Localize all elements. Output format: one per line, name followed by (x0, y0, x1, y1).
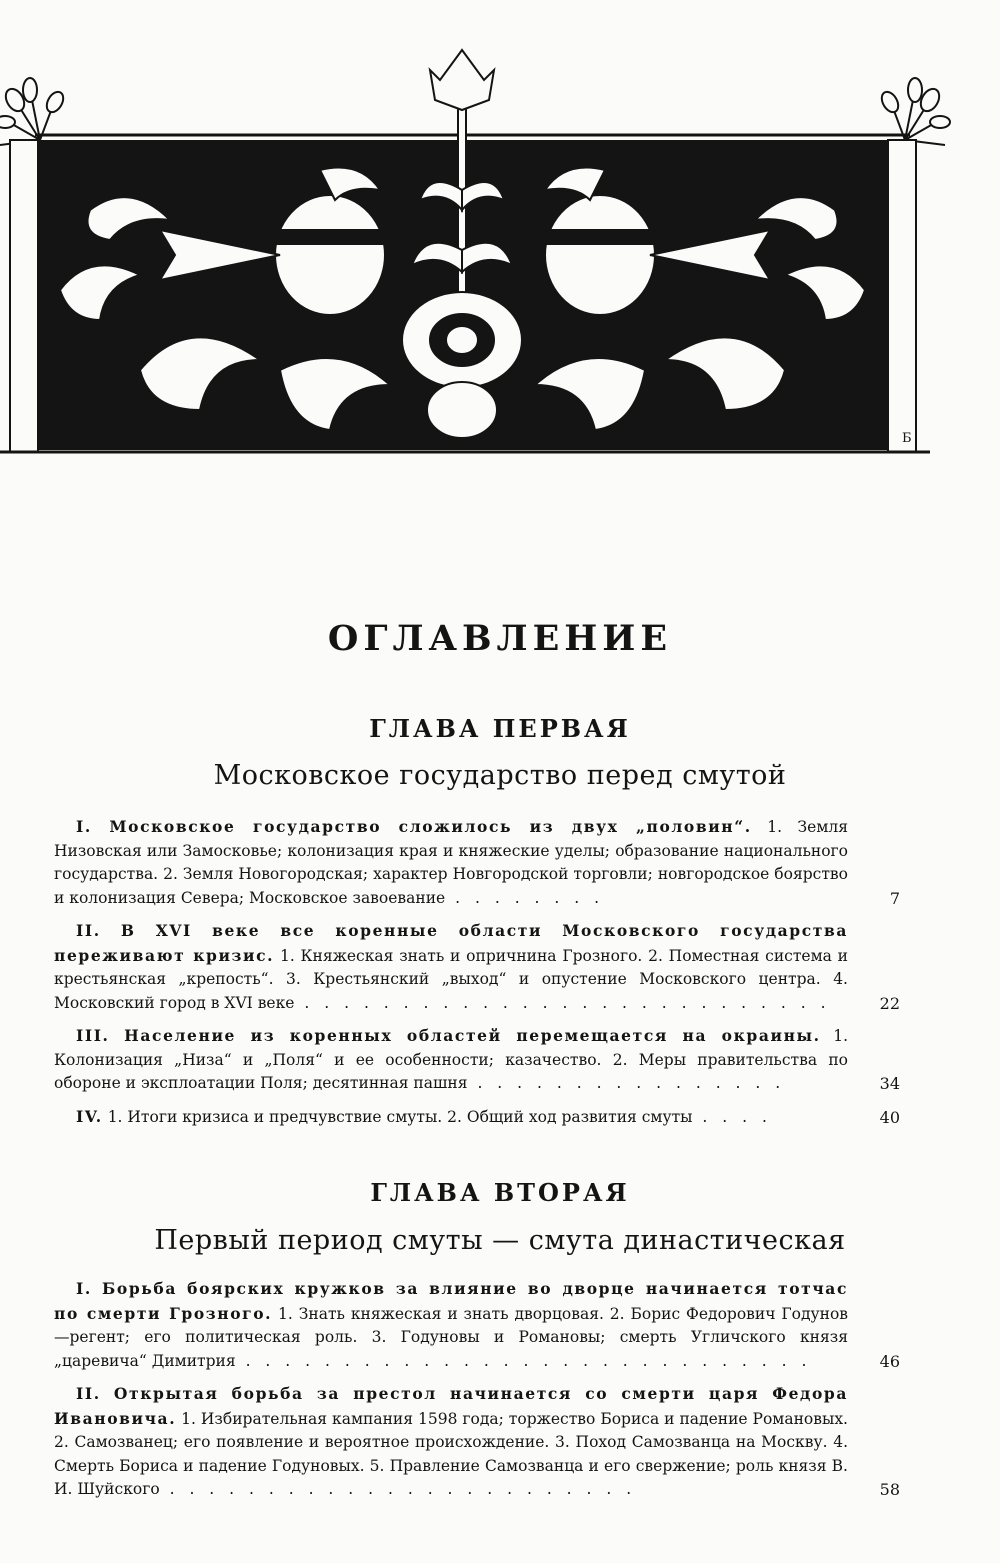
chapter-2-title: Первый период смуты — смута династическая (154, 1225, 846, 1256)
toc-entry[interactable]: I. Борьба боярских кружков за влияние во дворце начинается тотчас по смерти Грозного. 1. Знать княжеская и знать дворцовая. 2. Борис Федорович Годунов—регент; его политическая роль. 3. Годуновы и Романовы; смерть Угличского князя „царевича“ Димитрия . . . . . . . . . . . . . . . . . . . . . . . . . . . . . 46 (54, 1277, 900, 1373)
entry-lead: I. Московское государство сложилось из двух „половин“. (76, 817, 752, 836)
entry-lead: I. Борьба боярских кружков за влияние во дворце начинается тотчас по смерти Грозного. (54, 1279, 848, 1323)
entry-lead: IV. (76, 1106, 103, 1126)
chapter-1-heading: ГЛАВА ПЕРВАЯ (369, 714, 631, 743)
toc-entry[interactable]: II. Открытая борьба за престол начинается со смерти царя Федора Ивановича. 1. Избирательная кампания 1598 года; торжество Бориса и падение Романовых. 2. Самозванец; его появление и вероятное происхождение. 3. Поход Самозванца на Москву. 4. Смерть Бориса и падение Годуновых. 5. Правление Самозванца и его свержение; роль князя В. И. Шуйского . . . . . . . . . . . . . . . . . . . . . . . . 58 (54, 1382, 900, 1502)
page-title: ОГЛАВЛЕНИЕ (327, 618, 673, 659)
entry-text: 1. Земля Низовская или Замосковье; колонизация края и княжеские уделы; образование национального государства. 2. Земля Новогородская; характер Новгородской торговли; новгородское боярство и колонизация Севера; Московское завоевание (54, 818, 849, 907)
toc-entry[interactable]: IV. 1. Итоги кризиса и предчувствие смуты. 2. Общий ход развития смуты . . . . 40 (54, 1105, 900, 1130)
entry-page-number: 58 (879, 1480, 900, 1499)
entry-lead: II. Открытая борьба за престол начинается со смерти царя Федора Ивановича. (54, 1384, 848, 1428)
ornament-initial: Б (902, 431, 912, 446)
chapter-2-heading: ГЛАВА ВТОРАЯ (370, 1178, 630, 1207)
entry-page-number: 7 (889, 888, 900, 908)
entry-text: 1. Итоги кризиса и предчувствие смуты. 2. Общий ход развития смуты (102, 1107, 693, 1126)
toc-entry[interactable]: II. В XVI веке все коренные области Московского государства переживают кризис. 1. Княжеская знать и опричнина Грозного. 2. Поместная система и крестьянская „крепость“. 3. Крестьянский „выход“ и опустение Московского центра. 4. Московский город в XVI веке . . . . . . . . . . . . . . . . . . . . . . . . . . . 22 (54, 919, 900, 1015)
chapter-1-title: Московское государство перед смутой (213, 760, 787, 791)
entry-text: 1. Княжеская знать и опричнина Грозного. 2. Поместная система и крестьянская „крепость“. 3. Крестьянский „выход“ и опустение Московского центра. 4. Московский город в XVI веке (54, 946, 848, 1012)
chapter-1-entries (54, 815, 900, 1138)
chapter-2-entries (54, 1277, 900, 1511)
headpiece-ornament (0, 40, 1000, 490)
entry-lead: II. В XVI веке все коренные области Московского государства переживают кризис. (54, 921, 848, 965)
entry-page-number: 46 (879, 1351, 900, 1371)
toc-entry[interactable]: III. Население из коренных областей перемещается на окраины. 1. Колонизация „Низа“ и „Поля“ и ее особенности; казачество. 2. Меры правительства по обороне и эксплоатации Поля; десятинная пашня . . . . . . . . . . . . . . . . 34 (54, 1024, 900, 1096)
entry-page-number: 34 (879, 1074, 900, 1093)
entry-text: 1. Избирательная кампания 1598 года; торжество Бориса и падение Романовых. 2. Самозванец; его появление и вероятное происхождение. 3. Поход Самозванца на Москву. 4. Смерть Бориса и падение Годуновых. 5. Правление Самозванца и его свержение; роль князя В. И. Шуйского (54, 1409, 848, 1498)
entry-text: 1. Колонизация „Низа“ и „Поля“ и ее особенности; казачество. 2. Меры правительства по обороне и эксплоатации Поля; десятинная пашня (54, 1027, 848, 1092)
entry-page-number: 40 (879, 1107, 900, 1127)
entry-page-number: 22 (879, 993, 900, 1013)
entry-lead: III. Население из коренных областей перемещается на окраины. (76, 1026, 821, 1045)
entry-text: 1. Знать княжеская и знать дворцовая. 2. Борис Федорович Годунов—регент; его политическая роль. 3. Годуновы и Романовы; смерть Угличского князя „царевича“ Димитрия (54, 1304, 848, 1370)
toc-entry[interactable]: I. Московское государство сложилось из двух „половин“. 1. Земля Низовская или Замосковье; колонизация края и княжеские уделы; образование национального государства. 2. Земля Новогородская; характер Новгородской торговли; новгородское боярство и колонизация Севера; Московское завоевание . . . . . . . . 7 (54, 815, 900, 910)
